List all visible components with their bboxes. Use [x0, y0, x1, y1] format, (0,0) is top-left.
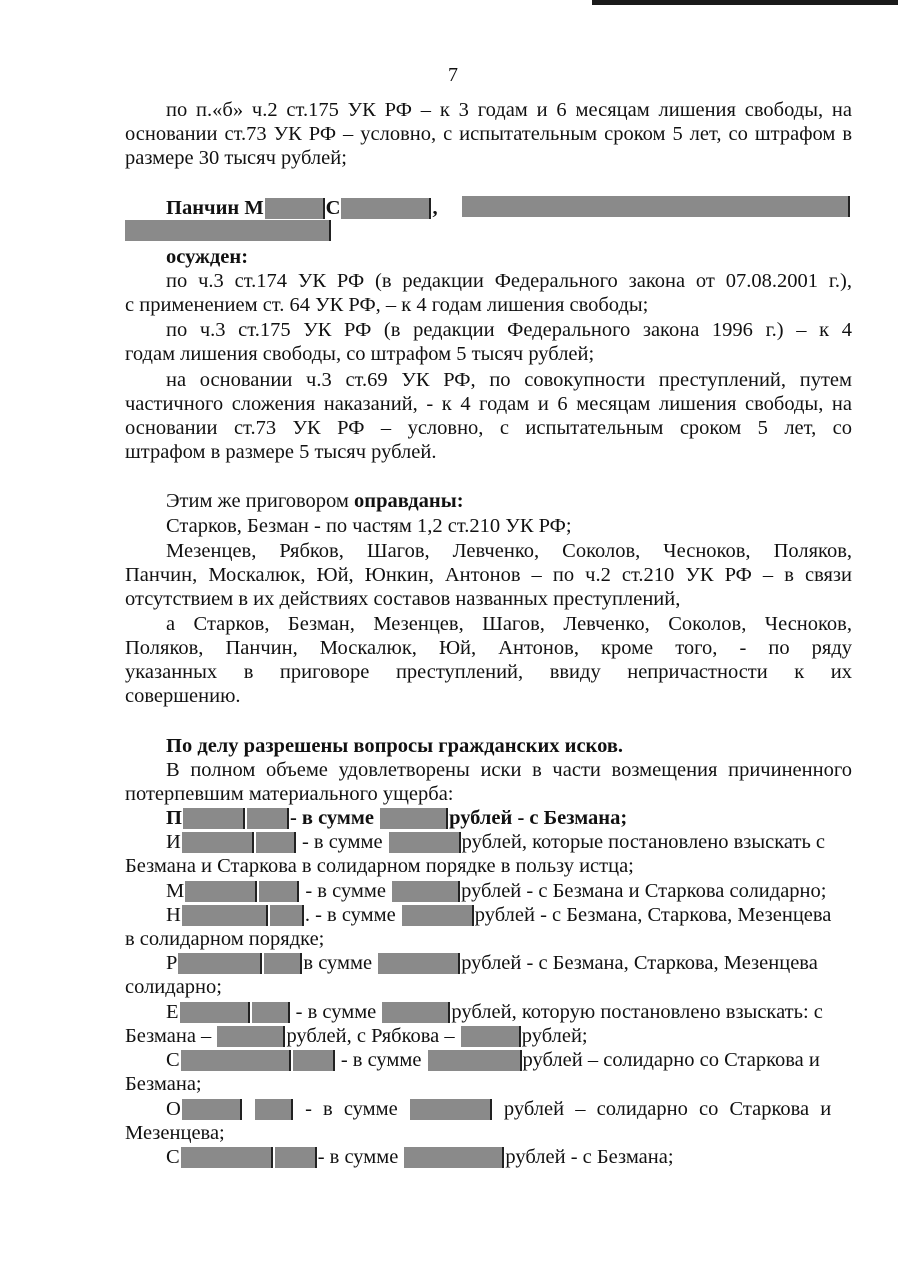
claim-text: рублей – солидарно со Старкова и: [503, 1098, 832, 1120]
redaction-box: [404, 1147, 504, 1168]
text-line: частичного сложения наказаний, - к 4 годам и 6 месяцам лишения свободы, на: [125, 393, 852, 415]
claimant-initial: П: [166, 807, 182, 829]
redaction-box: [185, 881, 257, 902]
text-line: потерпевшим материального ущерба:: [125, 783, 454, 805]
acquit-intro: Этим же приговором: [166, 490, 355, 512]
text-line: по п.«б» ч.2 ст.175 УК РФ – к 3 годам и 6 месяцам лишения свободы, на: [166, 99, 852, 121]
claimant-initial: С: [166, 1146, 180, 1168]
redaction-box: [183, 808, 245, 829]
claim-sum-label: - в сумме: [340, 1049, 422, 1071]
defendant-name-line: [166, 196, 438, 220]
claim-line: [166, 1145, 674, 1169]
claim-line: [166, 1097, 831, 1121]
claimant-initial: М: [166, 880, 185, 902]
redaction-box: [182, 832, 254, 853]
text-line: Панчин, Москалюк, Юй, Юнкин, Антонов – по ч.2 ст.210 УК РФ – в связи: [125, 564, 852, 586]
redaction-box: [428, 1050, 522, 1071]
redaction-box: [255, 1099, 293, 1120]
claim-line: [166, 1048, 820, 1072]
redaction-box: [182, 905, 268, 926]
redaction-box: [461, 1026, 521, 1047]
redaction-box: [462, 196, 850, 217]
redaction-box: [178, 953, 262, 974]
text-line: Старков, Безман - по частям 1,2 ст.210 УК РФ;: [166, 515, 572, 537]
text-line: с применением ст. 64 УК РФ, – к 4 годам лишения свободы;: [125, 294, 649, 316]
text-line: указанных в приговоре преступлений, ввиду непричастности к их: [125, 661, 852, 683]
text-line: Поляков, Панчин, Москалюк, Юй, Антонов, кроме того, - по ряду: [125, 637, 852, 659]
redaction-box: [410, 1099, 492, 1120]
text-line: годам лишения свободы, со штрафом 5 тысяч рублей;: [125, 343, 595, 365]
claimant-initial: Е: [166, 1001, 179, 1023]
redaction-box: [270, 905, 304, 926]
redaction-box: [217, 1026, 285, 1047]
claim-text: рублей - с Безмана, Старкова, Мезенцева: [461, 952, 818, 974]
text-line: Безмана и Старкова в солидарном порядке в пользу истца;: [125, 855, 634, 877]
claim-line: [125, 1024, 588, 1048]
text-line: В полном объеме удовлетворены иски в части возмещения причиненного: [166, 759, 852, 781]
claim-line: [166, 903, 831, 927]
claim-text: рублей, которую постановлено взыскать: с: [451, 1001, 823, 1023]
text-line: [166, 489, 464, 513]
top-border-line: [592, 0, 898, 5]
redaction-box: [125, 220, 331, 241]
redaction-box: [256, 832, 296, 853]
claim-sum-label: - в сумме: [289, 807, 374, 829]
claim-text: рублей – солидарно со Старкова и: [522, 1049, 820, 1071]
claim-sum-label: - в сумме: [305, 880, 386, 902]
redaction-box: [293, 1050, 335, 1071]
text-line: совершению.: [125, 685, 241, 707]
claim-text: рублей;: [521, 1025, 588, 1047]
redaction-box: [275, 1147, 317, 1168]
claim-sum-label: . - в сумме: [304, 904, 396, 926]
redaction-box: [378, 953, 460, 974]
redaction-box: [182, 1099, 242, 1120]
defendant-name: Панчин М: [166, 197, 264, 219]
section-heading: По делу разрешены вопросы гражданских исков.: [166, 735, 624, 757]
redaction-box: [389, 832, 461, 853]
claimant-initial: О: [166, 1098, 181, 1120]
text-line: размере 30 тысяч рублей;: [125, 147, 347, 169]
claim-line: [166, 951, 818, 975]
verdict-status: осужден:: [166, 246, 249, 268]
redaction-box: [181, 1147, 273, 1168]
text-line: основании ст.73 УК РФ – условно, с испытательным сроком 5 лет, со: [125, 417, 852, 439]
redaction-box: [259, 881, 299, 902]
claim-text: рублей - с Безмана;: [449, 807, 628, 829]
redaction-box: [341, 198, 431, 219]
text-line: а Старков, Безман, Мезенцев, Шагов, Левченко, Соколов, Чесноков,: [166, 613, 852, 635]
claimant-initial: Р: [166, 952, 178, 974]
acquit-intro-bold: оправданы:: [354, 490, 464, 512]
redaction-box: [252, 1002, 290, 1023]
redaction-box: [402, 905, 474, 926]
claim-text: рублей - с Безмана и Старкова солидарно;: [461, 880, 827, 902]
page-number: 7: [448, 64, 458, 86]
text-line: в солидарном порядке;: [125, 928, 325, 950]
redaction-box: [247, 808, 289, 829]
claim-sum-label: - в сумме: [301, 831, 383, 853]
claimant-initial: С: [166, 1049, 180, 1071]
defendant-initial: С: [325, 197, 341, 219]
claimant-initial: И: [166, 831, 181, 853]
claim-text: рублей, с Рябкова –: [286, 1025, 455, 1047]
claim-sum-label: - в сумме: [305, 1098, 398, 1120]
claim-sum-label: в сумме: [303, 952, 373, 974]
redaction-box: [264, 953, 302, 974]
text-line: Мезенцева;: [125, 1122, 225, 1144]
text-line: по ч.3 ст.174 УК РФ (в редакции Федерального закона от 07.08.2001 г.),: [166, 270, 852, 292]
text-line: отсутствием в их действиях составов названных преступлений,: [125, 588, 681, 610]
text-line: на основании ч.3 ст.69 УК РФ, по совокупности преступлений, путем: [166, 369, 852, 391]
claim-sum-label: - в сумме: [295, 1001, 377, 1023]
claim-line: [166, 879, 826, 903]
claim-text: рублей, которые постановлено взыскать с: [461, 831, 826, 853]
claim-line: [166, 1000, 823, 1024]
redaction-box: [180, 1002, 250, 1023]
redaction-box: [181, 1050, 291, 1071]
comma: ,: [432, 197, 438, 219]
claim-sum-label: - в сумме: [317, 1146, 399, 1168]
redaction-box: [382, 1002, 450, 1023]
text-line: солидарно;: [125, 976, 222, 998]
text-line: основании ст.73 УК РФ – условно, с испытательным сроком 5 лет, со штрафом в: [125, 123, 852, 145]
claim-line: [166, 830, 825, 854]
text-line: Мезенцев, Рябков, Шагов, Левченко, Соколов, Чесноков, Поляков,: [166, 540, 852, 562]
claim-text: рублей - с Безмана, Старкова, Мезенцева: [474, 904, 832, 926]
text-line: по ч.3 ст.175 УК РФ (в редакции Федерального закона 1996 г.) – к 4: [166, 319, 852, 341]
claim-text: Безмана –: [125, 1025, 212, 1047]
claim-line: [166, 806, 627, 830]
redaction-box: [380, 808, 448, 829]
text-line: Безмана;: [125, 1073, 202, 1095]
text-line: штрафом в размере 5 тысяч рублей.: [125, 441, 437, 463]
claim-text: рублей - с Безмана;: [505, 1146, 674, 1168]
redaction-box: [265, 198, 325, 219]
redaction-box: [392, 881, 460, 902]
claimant-initial: Н: [166, 904, 181, 926]
